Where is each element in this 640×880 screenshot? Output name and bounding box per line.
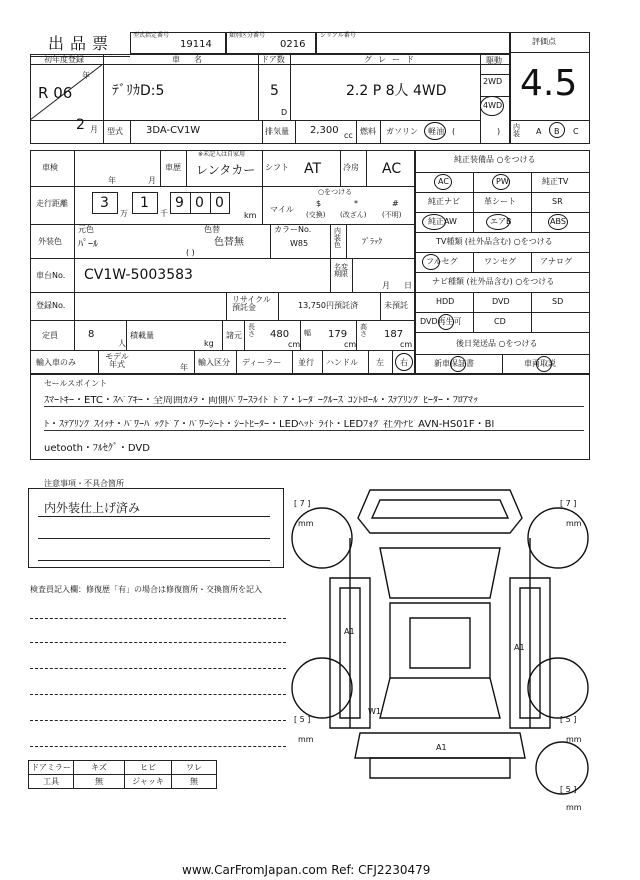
interior-label: 内装: [513, 123, 520, 138]
model-number: 19114: [180, 39, 212, 50]
color-no: W85: [290, 239, 309, 248]
history-label: 車歴: [165, 163, 181, 172]
load-label: 積載量: [130, 331, 154, 340]
height: 187: [384, 329, 404, 340]
interior-b: B: [554, 127, 560, 136]
spare-tire-value: [ 5 ]: [560, 785, 577, 794]
inspector-line: [30, 694, 286, 695]
capacity-label: 定員: [42, 331, 58, 340]
navi-dvd-play: DVD再生可: [420, 317, 462, 326]
drive-4wd: 4WD: [483, 101, 503, 110]
replaced-label: (交換): [306, 211, 326, 219]
height-label: 高さ: [360, 323, 367, 338]
width: 179: [328, 329, 348, 340]
navi-dvd: DVD: [492, 297, 510, 306]
docs-manual: 車両取説: [524, 359, 556, 368]
mileage-sen: 千: [160, 209, 168, 218]
mark-a1-right: A1: [514, 643, 525, 652]
inspector-line: [30, 618, 286, 619]
legend-header: ドアミラー: [29, 761, 74, 775]
tampered-label: (改ざん): [340, 211, 367, 219]
legend-value: 無: [74, 775, 125, 789]
inspector-line: [30, 668, 286, 669]
car-hood: [372, 500, 508, 518]
tv-analog: アナログ: [540, 257, 572, 266]
navi-hdd: HDD: [436, 297, 455, 306]
tampered-mark: *: [354, 199, 358, 208]
equip-navi: 純正ナビ: [428, 197, 460, 206]
docs-warranty: 新車保証書: [434, 359, 474, 368]
name-change-day: 日: [404, 281, 412, 290]
sales-line-2: ﾄ・ｽﾃｱﾘﾝｸﾞｽｲｯﾁ・ﾊﾟﾜｰﾊﾞｯｸﾄﾞｱ・ﾊﾟﾜｰｼｰﾄ・ｼｰﾄﾋｰﾀｰ・LEDﾍｯﾄﾞﾗｲﾄ・LEDﾌｫｸﾞ社外ﾅﾋﾞAVN-HS01F・Bl: [44, 420, 584, 431]
tire-unit: mm: [566, 519, 582, 528]
tire-front-left: [ 7 ]: [294, 499, 311, 508]
car-diagram: [290, 478, 590, 818]
car-roof: [380, 548, 500, 598]
model-year-label: モデル年式: [105, 352, 129, 369]
capacity: 8: [88, 329, 95, 340]
original-color: ﾊﾟｰﾙ: [78, 239, 98, 250]
equip-pw-circle: [492, 174, 510, 190]
inspector-label: 検査員記入欄：修復歴「有」の場合は修復箇所・交換箇所を記入: [30, 585, 262, 594]
watermark: www.CarFromJapan.com Ref: CFJ2230479: [182, 863, 431, 877]
replaced-mark: $: [316, 199, 322, 208]
mileage-unit: km: [244, 211, 257, 220]
first-reg-month: 2: [76, 117, 85, 133]
notes-box: [28, 488, 284, 568]
inspection-month: 月: [148, 176, 156, 185]
equip-sr: SR: [552, 197, 563, 206]
color-change-paren: ( ): [186, 248, 195, 257]
unknown-label: (不明): [382, 211, 402, 219]
displacement-label: 排気量: [265, 127, 289, 136]
inspection-label: 車検: [42, 163, 58, 172]
legend-value: 無: [172, 775, 217, 789]
fuel-diesel-circle: [424, 122, 446, 140]
inspector-line: [30, 642, 286, 643]
handle-right-circle: [395, 353, 413, 371]
wheel-rear-left: [292, 658, 352, 718]
mileage-label: 走行距離: [36, 199, 68, 208]
wheel-rear-right: [528, 658, 588, 718]
mark-w1: W1: [368, 707, 381, 716]
legend-table: [28, 760, 217, 789]
reg-label: 登録No.: [36, 301, 66, 310]
equip-leather: 革シート: [484, 197, 516, 206]
length-unit: cm: [288, 340, 301, 349]
ac-value: AC: [382, 161, 402, 177]
fuel-diesel: 軽油: [428, 127, 444, 136]
fuel-close: ): [497, 127, 501, 136]
mileage-digit-3: 9: [175, 195, 184, 211]
navi-type-label: ナビ種類 (社外品含む) ○をつける: [432, 277, 555, 286]
legend-value: ジャッキ: [125, 775, 172, 789]
mileage-digit-1: 3: [100, 195, 109, 211]
equip-ac: AC: [438, 177, 449, 186]
tire-unit: mm: [566, 735, 582, 744]
handle-left: 左: [376, 358, 384, 367]
legend-header: ワレ: [172, 761, 217, 775]
displacement: 2,300: [310, 125, 339, 136]
mileage-digit-2: 1: [140, 195, 149, 211]
inspection-year: 年: [108, 176, 116, 185]
mileage-digit-4: 0: [195, 195, 204, 211]
recycle-amount: 13,750円預託済: [298, 301, 358, 310]
model-year-unit: 年: [180, 363, 188, 372]
tv-type-label: TV種類 (社外品含む) ○をつける: [436, 237, 553, 246]
inspector-line: [30, 746, 286, 747]
first-reg-diagonal: [30, 64, 103, 120]
fuel-other: (: [452, 127, 456, 136]
fuel-gas: ガソリン: [386, 127, 418, 136]
mileage-digit-5: 0: [215, 195, 224, 211]
car-name: ﾃﾞﾘｶD:5: [112, 83, 165, 99]
interior-c: C: [573, 127, 579, 136]
mileage-man: 万: [120, 209, 128, 218]
sales-line-3: uetooth・ﾌﾙｾｸﾞ・DVD: [44, 443, 150, 454]
docs-manual-circle: [536, 356, 552, 372]
navi-dvd-play-circle: [438, 314, 454, 330]
import-type-label: 輸入区分: [198, 358, 230, 367]
name-change-label: 名変期限: [334, 263, 348, 278]
shift-value: AT: [304, 161, 322, 177]
doors-d: D: [281, 108, 288, 117]
recycle-unpaid: 未預託: [384, 301, 408, 310]
exterior-label: 外装色: [38, 237, 62, 246]
navi-cd: CD: [494, 317, 506, 326]
navi-sd: SD: [552, 297, 564, 306]
tv-oneseg: ワンセグ: [484, 257, 516, 266]
equip-tv: 純正TV: [542, 177, 569, 186]
sales-line-1: ｽﾏｰﾄｷｰ・ETC・ｽﾍﾟｱｷｰ・全周囲ｶﾒﾗ・両側ﾊﾟﾜｰｽﾗｲﾄﾞﾄﾞｱ・ﾚｰﾀﾞｰｸﾙｰｽﾞｺﾝﾄﾛｰﾙ・ｽﾃｱﾘﾝｸﾞﾋｰﾀｰ・ﾌﾛｱﾏｯ: [44, 396, 584, 407]
doors-value: 5: [270, 83, 279, 99]
tire-unit: mm: [298, 735, 314, 744]
car-name-label: 車名: [172, 55, 216, 64]
width-label: 幅: [304, 329, 311, 337]
mileage-circle-note: ○をつける: [318, 188, 353, 196]
equip-abs: ABS: [550, 217, 566, 226]
equip-aw-circle: [422, 214, 446, 230]
equip-abs-circle: [548, 214, 568, 230]
sheet-title: 出品票: [48, 34, 115, 53]
interior-b-circle: [549, 122, 565, 138]
load-unit: kg: [204, 339, 214, 348]
score-label: 評価点: [532, 37, 556, 46]
mark-a1-rear: A1: [436, 743, 447, 752]
serial-label: シリアル番号: [320, 32, 356, 39]
unknown-mark: #: [392, 199, 399, 208]
category-number: 0216: [280, 39, 306, 50]
docs-label: 後日発送品 ○をつける: [456, 339, 538, 348]
first-reg-year: R 06: [38, 84, 73, 102]
handle-label: ハンドル: [326, 358, 358, 367]
first-reg-label: 初年度登録: [44, 55, 84, 64]
mile-label: マイル: [270, 205, 294, 214]
chassis-label: 車台No.: [36, 271, 66, 280]
interior-color: ﾌﾞﾗｯｸ: [362, 237, 382, 246]
height-unit: cm: [400, 340, 413, 349]
doors-label: ドア数: [261, 55, 285, 64]
docs-warranty-circle: [450, 356, 466, 372]
history-note: ※未記入は自家用: [198, 151, 246, 158]
wheel-front-left: [292, 508, 352, 568]
size-label: 諸元: [226, 331, 242, 340]
import-label: 輸入車のみ: [36, 358, 76, 367]
color-change-label: 色替: [204, 225, 220, 234]
legend-header: キズ: [74, 761, 125, 775]
handle-right: 右: [400, 358, 408, 367]
equip-ac-circle: [434, 174, 452, 190]
tire-front-right: [ 7 ]: [560, 499, 577, 508]
tire-rear-left: [ 5 ]: [294, 715, 311, 724]
grade-value: 2.2 P 8人 4WD: [346, 83, 447, 99]
drive-2wd: 2WD: [483, 77, 503, 86]
equip-pw: PW: [496, 177, 509, 186]
wheel-front-right: [528, 508, 588, 568]
history-value: レンタカー: [196, 163, 256, 177]
notes-label: 注意事項・不具合箇所: [44, 479, 124, 488]
name-change-month: 月: [382, 281, 390, 290]
shift-label: シフト: [265, 163, 289, 172]
displacement-unit: cc: [344, 131, 353, 140]
model-type-label: 型式: [107, 127, 123, 136]
legend-header: ヒビ: [125, 761, 172, 775]
drive-4wd-circle: [480, 96, 504, 116]
inspector-line: [30, 720, 286, 721]
color-no-label: カラーNo.: [274, 225, 312, 234]
mark-a1-left: A1: [344, 627, 355, 636]
score-value: 4.5: [520, 63, 578, 104]
parallel: 並行: [298, 358, 314, 367]
length-label: 長さ: [248, 323, 255, 338]
category-label: 類別区分番号: [229, 32, 266, 39]
color-change: 色替無: [214, 237, 244, 248]
grade-label: グレード: [364, 55, 420, 64]
chassis-number: CV1W-5003583: [84, 267, 193, 283]
first-reg-year-suffix: 年: [82, 71, 90, 80]
tire-unit: mm: [298, 519, 314, 528]
fuel-label: 燃料: [360, 127, 376, 136]
drive-label: 駆動: [486, 56, 502, 65]
equip-aw: 純正AW: [428, 217, 457, 226]
equip-airbag-circle: [486, 214, 510, 230]
interior-a: A: [536, 127, 542, 136]
length: 480: [270, 329, 290, 340]
interior-color-label: 内装色: [334, 227, 341, 249]
first-reg-month-suffix: 月: [90, 125, 98, 134]
capacity-unit: 人: [118, 339, 126, 348]
tire-rear-right: [ 5 ]: [560, 715, 577, 724]
spare-unit: mm: [566, 803, 582, 812]
width-unit: cm: [344, 340, 357, 349]
genuine-label: 純正装備品 ○をつける: [454, 155, 536, 164]
ac-label: 冷房: [343, 163, 359, 172]
recycle-label: リサイクル預託金: [232, 295, 271, 312]
car-front-outline: [358, 490, 522, 533]
notes-line-1: 内外装仕上げ済み: [44, 501, 141, 515]
dealer: ディーラー: [242, 358, 282, 367]
equip-airbag: エアB: [490, 217, 512, 226]
model-number-label: 型式指定番号: [133, 32, 170, 39]
tv-fullseg: フルセグ: [426, 257, 458, 266]
tv-fullseg-circle: [422, 254, 440, 270]
sales-points-label: セールスポイント: [44, 379, 108, 388]
original-color-label: 元色: [78, 225, 94, 234]
legend-value: 工具: [29, 775, 74, 789]
model-type: 3DA-CV1W: [146, 125, 201, 136]
